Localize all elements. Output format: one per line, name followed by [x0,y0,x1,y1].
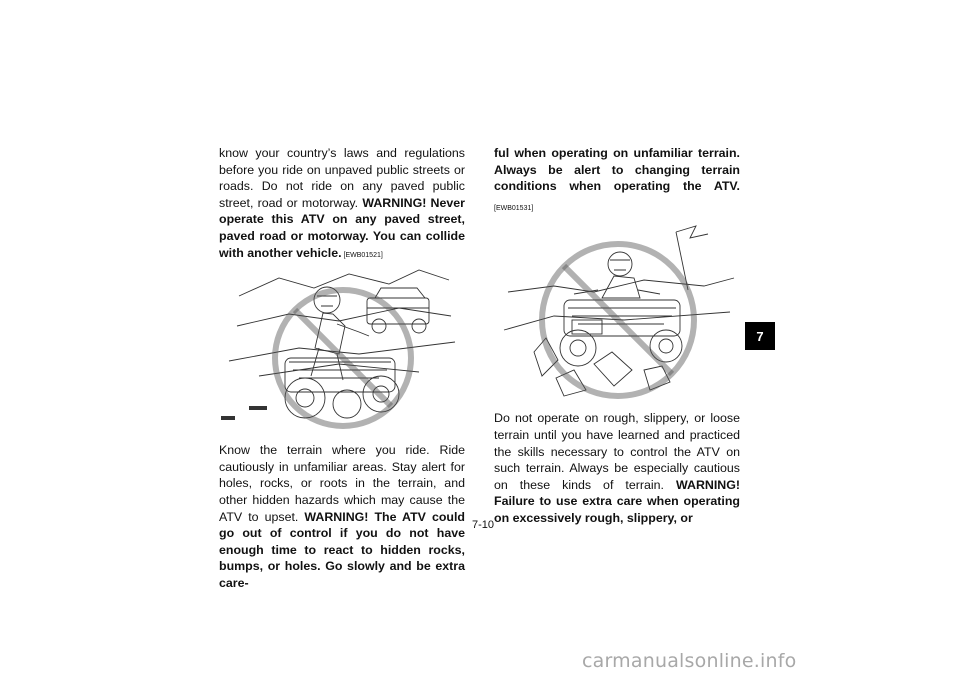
illustration-atv-on-rough-terrain [494,220,740,406]
paragraph-rough-terrain [494,410,740,526]
body-text: Do not operate on rough, slippery, or loose terrain until you have learned and practiced the skills necessary to control the ATV on such terrain. Always be especially cautious on these kinds of terrain. [494,411,740,492]
paragraph-unfamiliar-terrain [494,145,740,217]
body-text: know your country’s laws and regulations before you ride on unpaved public streets or roads. Do not ride on any paved public street, road or motorway. [219,146,465,210]
warning-text: WARNING! Never operate this ATV on any paved street, paved road or motorway. You can collide with another vehicle. [219,195,466,260]
watermark: carmanualsonline.info [582,650,797,672]
page-number: 7-10 [472,519,495,531]
chapter-tab: 7 [745,322,775,350]
left-column [219,145,465,592]
illustration-atv-on-paved-road [219,266,465,436]
body-text: Know the terrain where you ride. Ride cautiously in unfamiliar areas. Stay alert for holes, rocks, or roots in the terrain, and other hidden hazards which may cause the ATV to upset. [219,443,465,524]
warning-text: ful when operating on unfamiliar terrain. Always be alert to changing terrain conditions when operating the ATV. [494,146,740,194]
paragraph-know-terrain [219,442,465,591]
warning-code: [EWB01531] [494,204,534,212]
paragraph-paved-roads [219,145,465,264]
warning-code: [EWB01521] [341,251,383,259]
warning-text: WARNING! Failure to use extra care when operating on excessively rough, slippery, or [494,477,741,525]
warning-text: WARNING! The ATV could go out of control if you do not have enough time to react to hidden rocks, bumps, or holes. Go slowly and be extra care- [219,509,466,590]
right-column [494,145,740,527]
